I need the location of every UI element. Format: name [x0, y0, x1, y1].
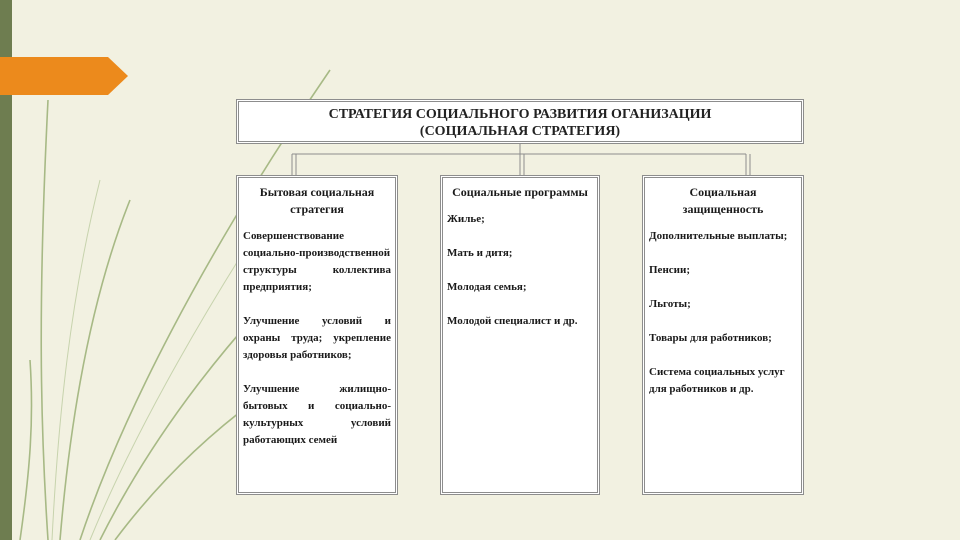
- title-line-1: СТРАТЕГИЯ СОЦИАЛЬНОГО РАЗВИТИЯ ОГАНИЗАЦИИ: [328, 107, 712, 122]
- column-living-strategy: [236, 175, 398, 495]
- list-item: Мать и дитя;: [447, 247, 513, 259]
- list-item: Молодая семья;: [447, 281, 527, 293]
- list-item: Молодой специалист и др.: [447, 315, 578, 327]
- column-social-programs: [440, 175, 600, 495]
- column-heading: Бытовая социальная стратегия: [259, 185, 375, 216]
- column-heading: Социальные программы: [452, 185, 588, 199]
- list-item: Жилье;: [447, 213, 485, 225]
- column-heading: Социальная защищенность: [682, 185, 764, 216]
- list-item: Совершенствование социально-производственной структуры коллектива предприятия;: [243, 230, 391, 293]
- list-item: Улучшение условий и охраны труда; укрепление здоровья работников;: [243, 315, 391, 361]
- list-item: Улучшение жилищно-бытовых и социально-культурных условий работающих семей: [243, 383, 391, 446]
- list-item: Пенсии;: [649, 264, 690, 276]
- column-social-protection: [642, 175, 804, 495]
- title-line-2: (СОЦИАЛЬНАЯ СТРАТЕГИЯ): [419, 124, 621, 139]
- list-item: Дополнительные выплаты;: [649, 230, 788, 242]
- list-item: Льготы;: [649, 298, 691, 310]
- list-item: Товары для работников;: [649, 332, 772, 344]
- list-item: Система социальных услуг для работников и др.: [649, 366, 785, 395]
